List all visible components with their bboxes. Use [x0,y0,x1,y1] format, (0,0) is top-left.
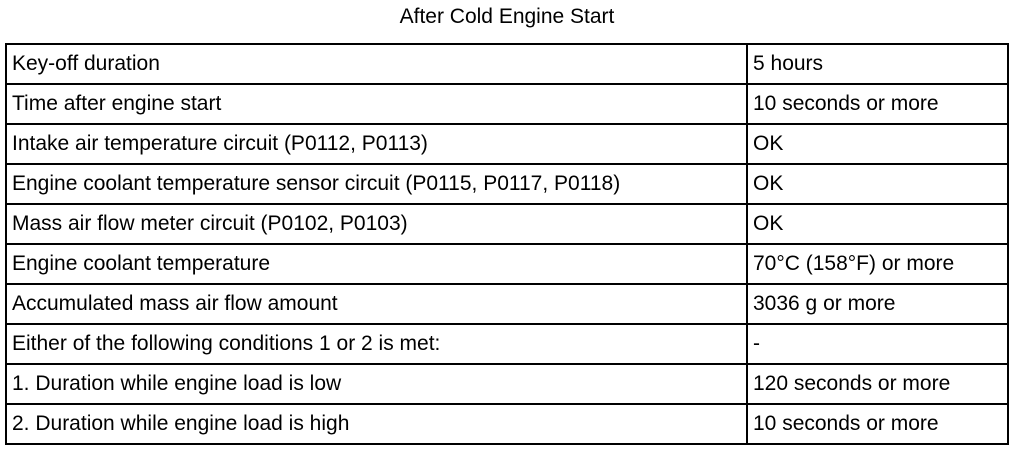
condition-item: 2. Duration while engine load is high [6,404,747,444]
condition-item: Either of the following conditions 1 or 2 is met: [6,324,747,364]
condition-value: - [747,324,1008,364]
condition-item: Engine coolant temperature [6,244,747,284]
table-row [6,204,1008,244]
conditions-table [5,43,1009,445]
table-row [6,364,1008,404]
condition-item: Time after engine start [6,84,747,124]
table-row [6,324,1008,364]
condition-item: Intake air temperature circuit (P0112, P0113) [6,124,747,164]
table-row [6,244,1008,284]
table-row [6,404,1008,444]
condition-item: Accumulated mass air flow amount [6,284,747,324]
condition-value: 10 seconds or more [747,404,1008,444]
table-row [6,164,1008,204]
condition-value: 120 seconds or more [747,364,1008,404]
table-row [6,124,1008,164]
condition-item: Mass air flow meter circuit (P0102, P0103) [6,204,747,244]
condition-value: 5 hours [747,44,1008,84]
condition-value: OK [747,124,1008,164]
table-row [6,284,1008,324]
condition-value: OK [747,164,1008,204]
condition-value: OK [747,204,1008,244]
table-row [6,84,1008,124]
page-title: After Cold Engine Start [399,5,615,28]
condition-item: Key-off duration [6,44,747,84]
condition-item: Engine coolant temperature sensor circuit (P0115, P0117, P0118) [6,164,747,204]
table-row [6,44,1008,84]
condition-value: 70°C (158°F) or more [747,244,1008,284]
condition-item: 1. Duration while engine load is low [6,364,747,404]
condition-value: 10 seconds or more [747,84,1008,124]
condition-value: 3036 g or more [747,284,1008,324]
